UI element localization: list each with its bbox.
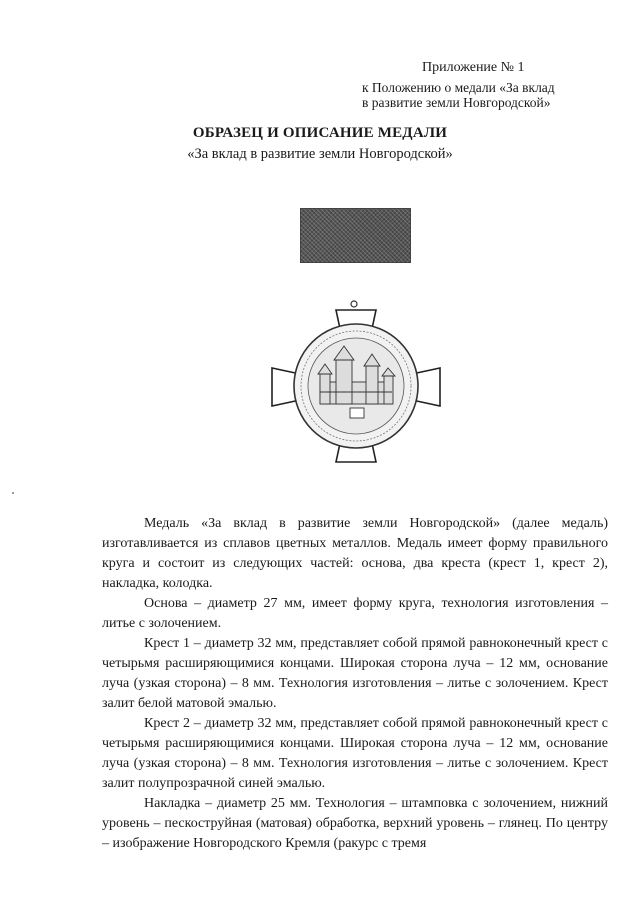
document-title: ОБРАЗЕЦ И ОПИСАНИЕ МЕДАЛИ bbox=[192, 125, 448, 141]
medal-cross-icon bbox=[268, 296, 444, 476]
paragraph-3: Крест 1 – диаметр 32 мм, представляет собой прямой равноконечный крест с четырьмя расширяющимися концами. Широкая сторона луча – 12 мм, основание луча (узкая сторона) – 8 мм. Технология изготовления – литье с золочением. Крест залит белой матовой эмалью. bbox=[102, 636, 608, 711]
scan-speck bbox=[12, 492, 14, 494]
appendix-line-2: в развитие земли Новгородской» bbox=[362, 95, 551, 110]
paragraph-5: Накладка – диаметр 25 мм. Технология – штамповка с золочением, нижний уровень – пескоструйная (матовая) обработка, верхний уровень – глянец. По центру – изображение Новгородского Кремля (ракурс с тремя bbox=[102, 796, 608, 851]
appendix-line-1: к Положению о медали «За вклад bbox=[362, 80, 555, 95]
paragraph-2: Основа – диаметр 27 мм, имеет форму круга, технология изготовления – литье с золочением. bbox=[102, 596, 608, 631]
description-text bbox=[102, 514, 608, 854]
ribbon-swatch-icon bbox=[300, 208, 411, 263]
paragraph-1: Медаль «За вклад в развитие земли Новгородской» (далее медаль) изготавливается из сплавов цветных металлов. Медаль имеет форму правильного круга и состоит из следующих частей: основа, два креста (крест 1, крест 2), накладка, колодка. bbox=[102, 516, 608, 591]
appendix-number: Приложение № 1 bbox=[422, 60, 525, 75]
document-subtitle: «За вклад в развитие земли Новгородской» bbox=[187, 146, 453, 162]
paragraph-4: Крест 2 – диаметр 32 мм, представляет собой прямой равноконечный крест с четырьмя расширяющимися концами. Широкая сторона луча – 12 мм, основание луча (узкая сторона) – 8 мм. Технология изготовления – литье с золочением. Крест залит полупрозрачной синей эмалью. bbox=[102, 716, 608, 791]
appendix-header bbox=[362, 60, 632, 110]
